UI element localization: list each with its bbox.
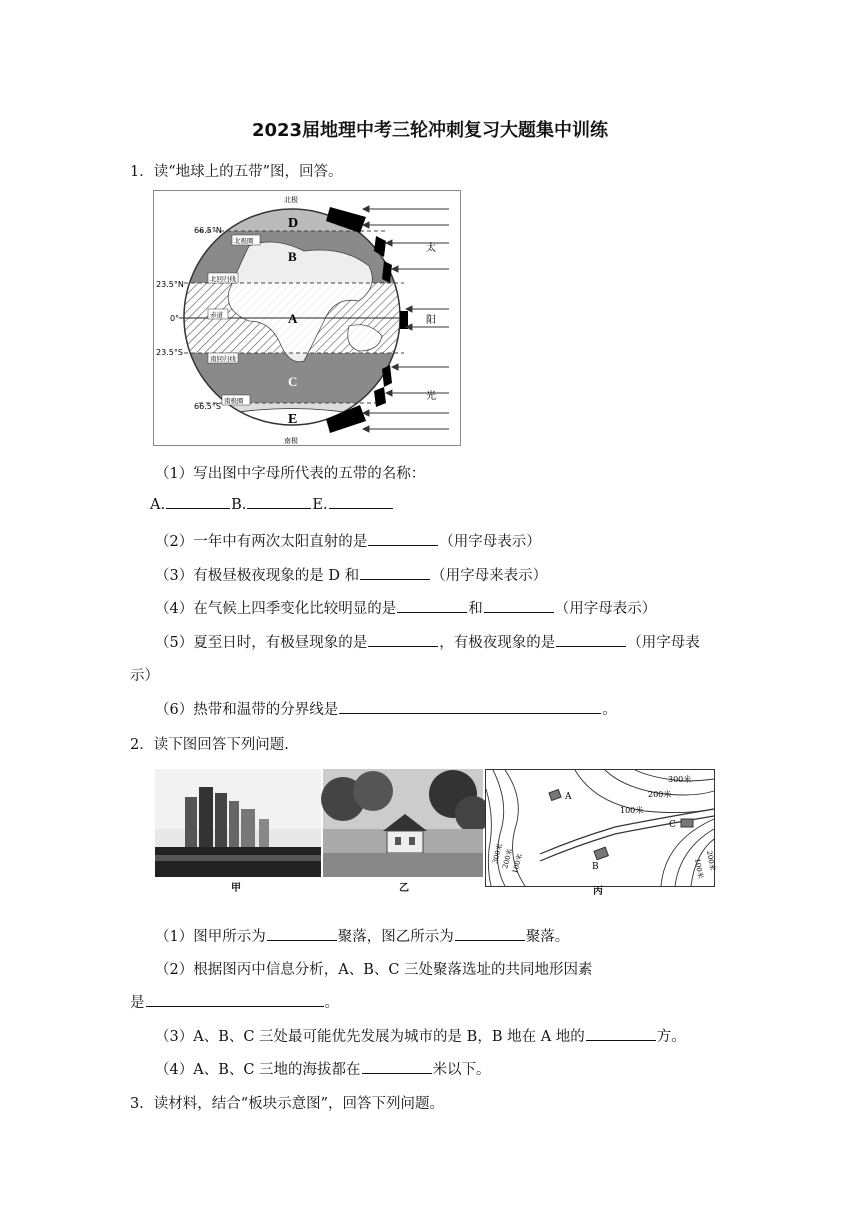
- sun-char-2: 阳: [426, 315, 436, 326]
- q2-stem: 2．读下图回答下列问题.: [130, 737, 289, 753]
- q2-s3-text: （3）A、B、C 三处最可能优先发展为城市的是 B，B 地在 A 地的: [155, 1029, 585, 1045]
- label-yi: 乙: [399, 883, 409, 894]
- q1-s6: [155, 698, 617, 719]
- answer-blank[interactable]: [329, 507, 393, 509]
- q1-s4: [155, 597, 656, 618]
- north-pole-label: 北极: [284, 196, 298, 204]
- label-bing: 丙: [593, 886, 603, 897]
- q1-s1-b-label: B.: [231, 497, 247, 513]
- lat-0: 0°: [170, 314, 180, 323]
- tropic-cancer-label: 北回归线: [210, 275, 236, 283]
- answer-blank[interactable]: [397, 611, 467, 613]
- q2-s1: [155, 925, 569, 946]
- q1-s1-e-label: E.: [312, 497, 328, 513]
- arctic-circle-label: 北极圈: [234, 237, 254, 245]
- q1-s5-suffix: （用字母表: [627, 635, 700, 651]
- answer-blank[interactable]: [484, 611, 554, 613]
- south-pole-label: 南极: [284, 437, 298, 445]
- q1-s6-text: （6）热带和温带的分界线是: [155, 702, 339, 718]
- contour-map: [485, 769, 715, 887]
- zone-d-letter: D: [288, 216, 299, 231]
- five-zones-figure: [153, 190, 461, 446]
- q1-s4-suffix: （用字母表示）: [554, 601, 657, 617]
- q2-s1-end: 聚落。: [525, 929, 570, 945]
- answer-blank[interactable]: [267, 939, 337, 941]
- q2-s4-end: 米以下。: [432, 1062, 491, 1078]
- village-photo: [323, 769, 483, 877]
- lat-665n: 66.5°N: [194, 226, 222, 235]
- contour-100: 100米: [620, 806, 644, 815]
- q2-s1-mid: 聚落，图乙所示为: [337, 929, 454, 945]
- lat-235s: 23.5°S: [156, 348, 183, 357]
- q1-s6-end: 。: [602, 702, 617, 718]
- answer-blank[interactable]: [360, 578, 430, 580]
- tropic-capricorn-label: 南回归线: [210, 355, 236, 363]
- q1-stem: 1．读“地球上的五带”图，回答。: [130, 164, 343, 180]
- answer-blank[interactable]: [455, 939, 525, 941]
- q1-s3-text: （3）有极昼极夜现象的是 D 和: [155, 568, 360, 584]
- label-jia: 甲: [231, 883, 241, 894]
- answer-blank[interactable]: [146, 1005, 324, 1007]
- sun-char-1: 太: [426, 243, 436, 254]
- point-b: B: [592, 862, 599, 872]
- sun-char-3: 光: [426, 391, 436, 402]
- contour-300: 300米: [668, 775, 692, 784]
- answer-blank[interactable]: [247, 507, 311, 509]
- q1-s3-suffix: （用字母来表示）: [431, 568, 548, 584]
- sun-arc-5: [382, 365, 392, 387]
- contour-200-right: 200米: [705, 849, 717, 872]
- contour-100-left: 100米: [511, 852, 525, 875]
- q2-s4: [155, 1058, 491, 1079]
- q1-s2-text: （2）一年中有两次太阳直射的是: [155, 534, 368, 550]
- q2-s2-shi: 是: [130, 995, 145, 1011]
- q1-s5-mid: ，有极夜现象的是: [439, 635, 556, 651]
- lat-235n: 23.5°N: [156, 280, 184, 289]
- q2-s4-text: （4）A、B、C 三地的海拔都在: [155, 1062, 361, 1078]
- answer-blank[interactable]: [339, 712, 601, 714]
- point-c: C: [669, 820, 676, 830]
- q1-s5-text: （5）夏至日时，有极昼现象的是: [155, 635, 368, 651]
- answer-blank[interactable]: [362, 1072, 432, 1074]
- zone-b-letter: B: [288, 249, 297, 264]
- settlement-figure: [155, 769, 717, 897]
- q2-s2-cont: [130, 991, 339, 1012]
- q3-stem: 3．读材料，结合“板块示意图”，回答下列问题。: [130, 1096, 445, 1112]
- sun-arc-6: [374, 387, 386, 407]
- contour-200: 200米: [648, 790, 672, 799]
- answer-blank[interactable]: [166, 507, 230, 509]
- q1-s4-text: （4）在气候上四季变化比较明显的是: [155, 601, 397, 617]
- q1-s1: （1）写出图中字母所代表的五带的名称：: [155, 466, 426, 482]
- q1-s2: [155, 530, 541, 551]
- zone-a-letter: A: [288, 311, 298, 326]
- point-a: A: [565, 792, 572, 802]
- equator-label: 赤道: [210, 311, 223, 319]
- contour-200-left: 200米: [501, 847, 515, 870]
- q1-s3: [155, 564, 547, 585]
- antarctic-circle-label: 南极圈: [224, 397, 244, 405]
- answer-blank[interactable]: [556, 645, 626, 647]
- q2-s2: （2）根据图丙中信息分析，A、B、C 三处聚落选址的共同地形因素: [155, 962, 593, 978]
- lat-665s: 66.5°S: [194, 402, 221, 411]
- q2-s3: [155, 1025, 686, 1046]
- q1-s1-blanks: [150, 497, 394, 513]
- q1-s4-and: 和: [468, 601, 483, 617]
- contour-300-left: 300米: [491, 842, 505, 865]
- zone-e-letter: E: [288, 412, 298, 427]
- q1-s5-cont: 示）: [130, 668, 159, 684]
- contour-100-right: 100米: [693, 857, 705, 880]
- q1-s2-suffix: （用字母表示）: [439, 534, 541, 550]
- q2-s2-end: 。: [324, 995, 339, 1011]
- q1-s5: [155, 631, 700, 652]
- five-zones-diagram: [154, 191, 460, 445]
- page-title: 2023届地理中考三轮冲刺复习大题集中训练: [251, 120, 609, 141]
- zone-c-letter: C: [288, 374, 298, 389]
- q2-s3-end: 方。: [656, 1029, 686, 1045]
- answer-blank[interactable]: [368, 645, 438, 647]
- q2-s1-text: （1）图甲所示为: [155, 929, 266, 945]
- answer-blank[interactable]: [368, 544, 438, 546]
- answer-blank[interactable]: [586, 1039, 656, 1041]
- city-photo: [155, 769, 321, 877]
- q1-s1-a-label: A.: [150, 497, 166, 513]
